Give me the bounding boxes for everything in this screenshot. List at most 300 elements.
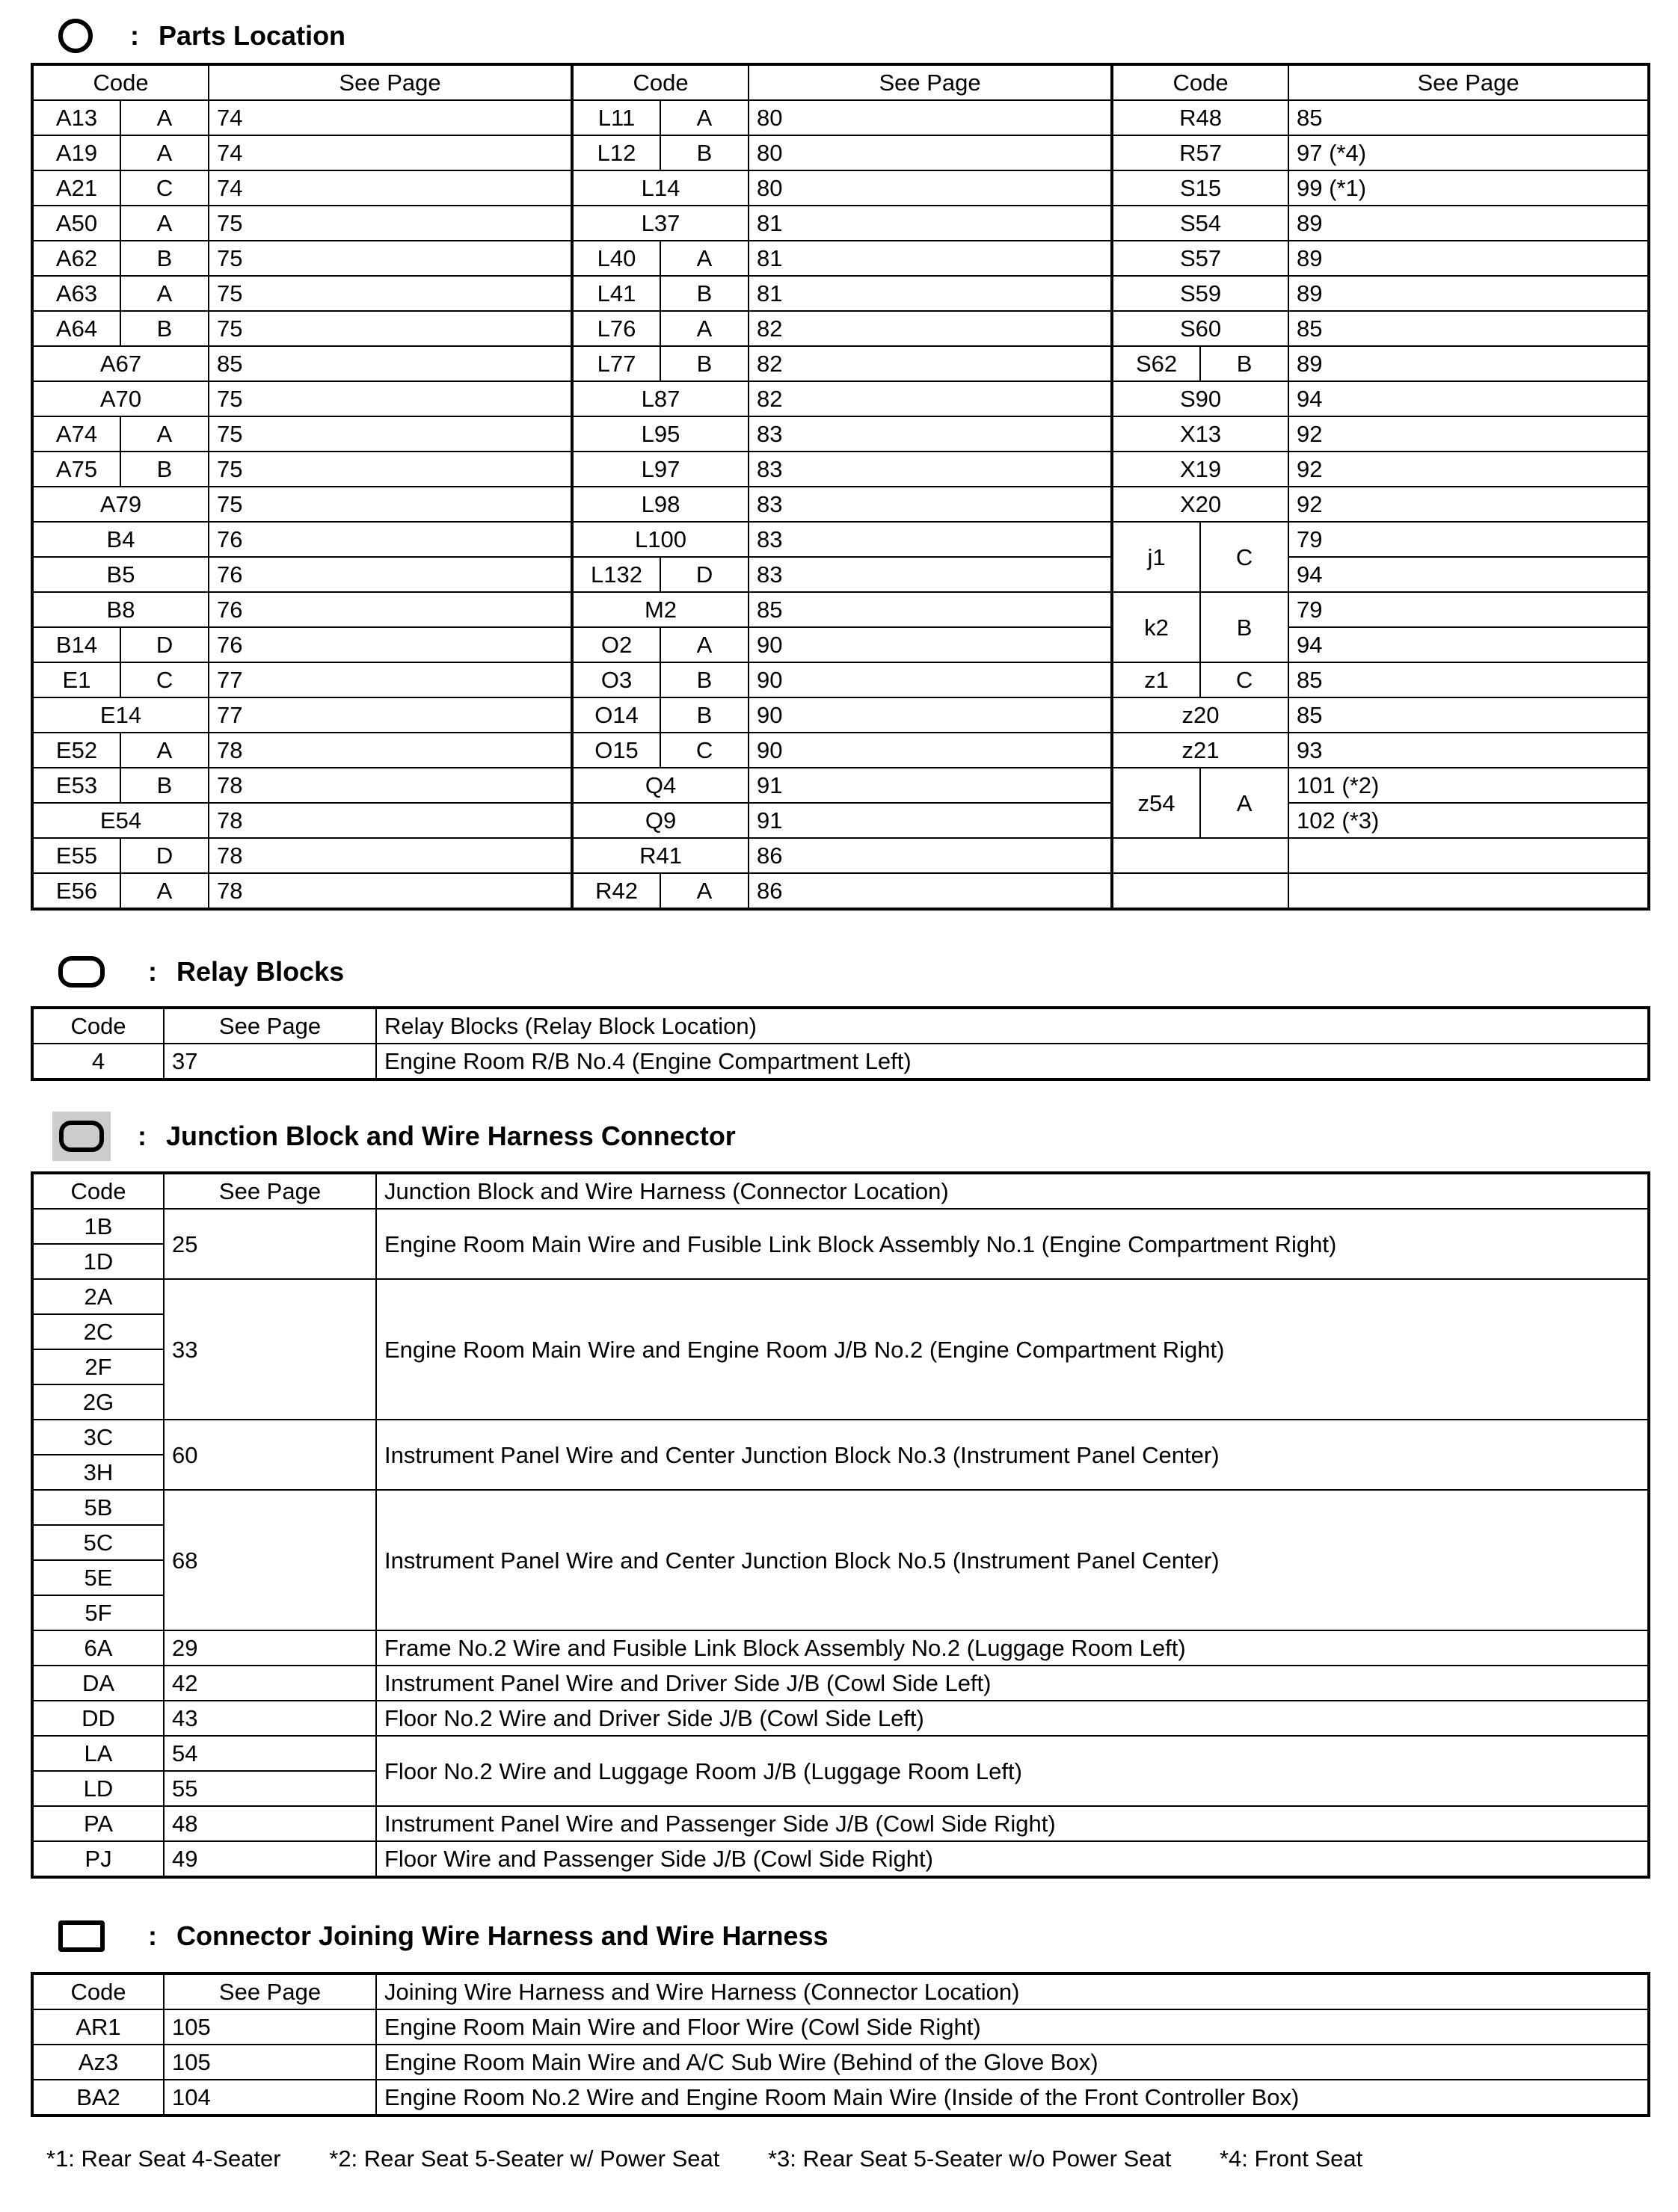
parts-location-table [31, 63, 1650, 911]
cell-page: 85 [1288, 662, 1649, 697]
cell-page: 97 (*4) [1288, 135, 1649, 170]
cell-code: j1 [1112, 522, 1200, 592]
cell-page: 85 [1288, 697, 1649, 733]
cell-sub-code: A [120, 276, 209, 311]
cell-description: Floor No.2 Wire and Luggage Room J/B (Luggage Room Left) [376, 1736, 1649, 1806]
cell-page: 90 [749, 662, 1112, 697]
table-row [32, 522, 1649, 557]
table-row [32, 2009, 1649, 2045]
cell-code: PJ [32, 1841, 164, 1877]
cell-page: 81 [749, 206, 1112, 241]
cell-page: 91 [749, 803, 1112, 838]
cell-page: 104 [164, 2080, 376, 2116]
cell-code: X20 [1112, 487, 1288, 522]
cell-code: A75 [32, 452, 120, 487]
cell-code: A79 [32, 487, 209, 522]
cell-code: z20 [1112, 697, 1288, 733]
table-row [32, 1666, 1649, 1701]
table-header-row [32, 1974, 1649, 2009]
cell-code: L132 [572, 557, 660, 592]
cell-sub-code: D [120, 627, 209, 662]
cell-sub-code: C [120, 662, 209, 697]
footnote: *2: Rear Seat 5-Seater w/ Power Seat [329, 2145, 720, 2172]
cell-page: 89 [1288, 276, 1649, 311]
cell-code: L37 [572, 206, 749, 241]
header-see-page: See Page [164, 1974, 376, 2009]
cell-page: 89 [1288, 346, 1649, 381]
cell-code: L11 [572, 100, 660, 135]
cell-page: 91 [749, 768, 1112, 803]
table-row [32, 873, 1649, 909]
cell-sub-code: B [120, 452, 209, 487]
cell-page: 75 [209, 487, 572, 522]
cell-code: PA [32, 1806, 164, 1841]
cell-code: LD [32, 1771, 164, 1806]
table-row [32, 1841, 1649, 1877]
cell-code: S57 [1112, 241, 1288, 276]
relay-blocks-table [31, 1006, 1650, 1081]
cell-code: L76 [572, 311, 660, 346]
section-title: Junction Block and Wire Harness Connector [166, 1121, 736, 1151]
cell-page: 89 [1288, 241, 1649, 276]
table-row [32, 592, 1649, 627]
cell-page: 48 [164, 1806, 376, 1841]
cell-code: M2 [572, 592, 749, 627]
cell-page: 83 [749, 416, 1112, 452]
cell-sub-code: C [660, 733, 749, 768]
cell-sub-code: A [660, 311, 749, 346]
cell-page: 105 [164, 2045, 376, 2080]
table-row [32, 697, 1649, 733]
cell-code: L100 [572, 522, 749, 557]
cell-code: AR1 [32, 2009, 164, 2045]
table-row [32, 416, 1649, 452]
table-row [32, 1701, 1649, 1736]
cell-page: 78 [209, 803, 572, 838]
footnote: *3: Rear Seat 5-Seater w/o Power Seat [767, 2145, 1172, 2172]
cell-page: 42 [164, 1666, 376, 1701]
cell-code: A62 [32, 241, 120, 276]
cell-code: 2F [32, 1349, 164, 1384]
cell-page: 77 [209, 662, 572, 697]
junction-block-header [58, 1114, 736, 1159]
cell-page: 86 [749, 838, 1112, 873]
cell-empty [1288, 873, 1649, 909]
cell-code: E53 [32, 768, 120, 803]
cell-empty [1112, 873, 1288, 909]
cell-code: L87 [572, 381, 749, 416]
table-row [32, 311, 1649, 346]
table-row [32, 346, 1649, 381]
section-title: Parts Location [159, 20, 346, 51]
table-row [32, 1044, 1649, 1079]
table-header-row [32, 1008, 1649, 1044]
cell-sub-code: B [660, 662, 749, 697]
cell-code: S62 [1112, 346, 1200, 381]
cell-page: 85 [209, 346, 572, 381]
header-see-page: See Page [749, 64, 1112, 100]
header-description: Junction Block and Wire Harness (Connector Location) [376, 1173, 1649, 1209]
cell-sub-code: A [660, 100, 749, 135]
cell-code: B14 [32, 627, 120, 662]
cell-page: 75 [209, 241, 572, 276]
cell-page: 77 [209, 697, 572, 733]
cell-description: Instrument Panel Wire and Center Junction Block No.3 (Instrument Panel Center) [376, 1420, 1649, 1490]
cell-code: S59 [1112, 276, 1288, 311]
cell-page: 79 [1288, 522, 1649, 557]
cell-description: Engine Room Main Wire and A/C Sub Wire (Behind of the Glove Box) [376, 2045, 1649, 2080]
cell-page: 94 [1288, 557, 1649, 592]
cell-description: Instrument Panel Wire and Driver Side J/B (Cowl Side Left) [376, 1666, 1649, 1701]
cell-sub-code: C [1200, 522, 1288, 592]
table-row [32, 241, 1649, 276]
cell-code: Az3 [32, 2045, 164, 2080]
section-title: Connector Joining Wire Harness and Wire Harness [176, 1920, 829, 1951]
cell-code: A19 [32, 135, 120, 170]
cell-sub-code: A [120, 733, 209, 768]
cell-page: 83 [749, 522, 1112, 557]
cell-page: 81 [749, 241, 1112, 276]
cell-code: A70 [32, 381, 209, 416]
cell-code: L77 [572, 346, 660, 381]
cell-code: O3 [572, 662, 660, 697]
cell-page: 93 [1288, 733, 1649, 768]
table-row [32, 557, 1649, 592]
cell-page: 101 (*2) [1288, 768, 1649, 803]
cell-sub-code: A [120, 873, 209, 909]
cell-code: 2G [32, 1384, 164, 1420]
cell-code: z1 [1112, 662, 1200, 697]
cell-sub-code: A [120, 100, 209, 135]
cell-code: E54 [32, 803, 209, 838]
cell-code: O14 [572, 697, 660, 733]
cell-sub-code: A [120, 135, 209, 170]
cell-code: E56 [32, 873, 120, 909]
header-code: Code [1112, 64, 1288, 100]
table-row [32, 838, 1649, 873]
table-row [32, 2080, 1649, 2116]
cell-sub-code: B [660, 135, 749, 170]
cell-description: Engine Room Main Wire and Engine Room J/B No.2 (Engine Compartment Right) [376, 1279, 1649, 1420]
cell-sub-code: B [120, 241, 209, 276]
rect-icon [58, 1920, 105, 1952]
cell-code: E55 [32, 838, 120, 873]
cell-code: E52 [32, 733, 120, 768]
cell-page: 75 [209, 416, 572, 452]
cell-code: O2 [572, 627, 660, 662]
cell-page: 29 [164, 1630, 376, 1666]
table-row [32, 627, 1649, 662]
cell-code: z21 [1112, 733, 1288, 768]
table-row [32, 487, 1649, 522]
table-row [32, 206, 1649, 241]
table-row [32, 803, 1649, 838]
cell-code: BA2 [32, 2080, 164, 2116]
cell-page: 78 [209, 733, 572, 768]
cell-sub-code: C [120, 170, 209, 206]
cell-code: 1B [32, 1209, 164, 1244]
cell-page: 94 [1288, 381, 1649, 416]
cell-code: Q4 [572, 768, 749, 803]
cell-code: R48 [1112, 100, 1288, 135]
cell-code: 6A [32, 1630, 164, 1666]
cell-page: 74 [209, 100, 572, 135]
table-row [32, 768, 1649, 803]
cell-page: 74 [209, 170, 572, 206]
cell-code: 3H [32, 1455, 164, 1490]
cell-page: 55 [164, 1771, 376, 1806]
cell-page: 78 [209, 768, 572, 803]
cell-description: Instrument Panel Wire and Passenger Side J/B (Cowl Side Right) [376, 1806, 1649, 1841]
table-row [32, 170, 1649, 206]
cell-page: 90 [749, 733, 1112, 768]
cell-sub-code: A [1200, 768, 1288, 838]
cell-page: 90 [749, 627, 1112, 662]
cell-code: A63 [32, 276, 120, 311]
table-row [32, 135, 1649, 170]
cell-page: 37 [164, 1044, 376, 1079]
cell-page: 79 [1288, 592, 1649, 627]
cell-page: 75 [209, 206, 572, 241]
cell-page: 82 [749, 311, 1112, 346]
cell-code: 5C [32, 1525, 164, 1560]
section-colon: : [138, 1121, 147, 1151]
cell-sub-code: A [120, 206, 209, 241]
cell-code: L97 [572, 452, 749, 487]
cell-code: R57 [1112, 135, 1288, 170]
cell-code: R42 [572, 873, 660, 909]
header-code: Code [32, 64, 209, 100]
table-row [32, 100, 1649, 135]
cell-page: 83 [749, 452, 1112, 487]
cell-description: Engine Room Main Wire and Fusible Link Block Assembly No.1 (Engine Compartment Right) [376, 1209, 1649, 1279]
rounded-rect-icon [58, 956, 105, 988]
cell-code: O15 [572, 733, 660, 768]
header-see-page: See Page [209, 64, 572, 100]
header-see-page: See Page [164, 1008, 376, 1044]
cell-sub-code: B [660, 697, 749, 733]
table-row [32, 381, 1649, 416]
cell-code: A64 [32, 311, 120, 346]
cell-sub-code: A [120, 416, 209, 452]
cell-code: DA [32, 1666, 164, 1701]
cell-page: 78 [209, 838, 572, 873]
circle-icon [58, 19, 93, 53]
cell-page: 82 [749, 381, 1112, 416]
cell-code: L12 [572, 135, 660, 170]
cell-code: k2 [1112, 592, 1200, 662]
cell-sub-code: B [120, 311, 209, 346]
header-code: Code [32, 1008, 164, 1044]
cell-code: 4 [32, 1044, 164, 1079]
table-row [32, 1209, 1649, 1244]
cell-page: 92 [1288, 487, 1649, 522]
cell-code: B8 [32, 592, 209, 627]
cell-code: 5F [32, 1595, 164, 1630]
cell-description: Engine Room No.2 Wire and Engine Room Main Wire (Inside of the Front Controller Box) [376, 2080, 1649, 2116]
cell-page: 85 [1288, 311, 1649, 346]
footnote: *1: Rear Seat 4-Seater [46, 2145, 281, 2172]
table-header-row [32, 1173, 1649, 1209]
cell-code: A67 [32, 346, 209, 381]
section-title: Relay Blocks [176, 956, 345, 987]
cell-code: S90 [1112, 381, 1288, 416]
cell-page: 60 [164, 1420, 376, 1490]
cell-description: Floor Wire and Passenger Side J/B (Cowl Side Right) [376, 1841, 1649, 1877]
cell-page: 82 [749, 346, 1112, 381]
table-header-row [32, 64, 1649, 100]
cell-sub-code: B [1200, 346, 1288, 381]
cell-page: 99 (*1) [1288, 170, 1649, 206]
cell-page: 83 [749, 557, 1112, 592]
header-description: Joining Wire Harness and Wire Harness (Connector Location) [376, 1974, 1649, 2009]
cell-page: 102 (*3) [1288, 803, 1649, 838]
cell-empty [1288, 838, 1649, 873]
cell-code: X19 [1112, 452, 1288, 487]
cell-page: 76 [209, 522, 572, 557]
cell-code: Q9 [572, 803, 749, 838]
table-row [32, 1279, 1649, 1314]
section-colon: : [148, 956, 157, 987]
table-row [32, 1806, 1649, 1841]
cell-sub-code: A [660, 873, 749, 909]
cell-page: 92 [1288, 452, 1649, 487]
cell-page: 92 [1288, 416, 1649, 452]
cell-code: B5 [32, 557, 209, 592]
cell-sub-code: A [660, 241, 749, 276]
cell-page: 25 [164, 1209, 376, 1279]
cell-code: L95 [572, 416, 749, 452]
cell-code: R41 [572, 838, 749, 873]
relay-blocks-header [58, 949, 344, 994]
cell-page: 75 [209, 276, 572, 311]
header-code: Code [572, 64, 749, 100]
junction-block-table [31, 1171, 1650, 1879]
cell-code: X13 [1112, 416, 1288, 452]
table-row [32, 1736, 1649, 1771]
cell-code: L98 [572, 487, 749, 522]
cell-sub-code: B [120, 768, 209, 803]
cell-code: E14 [32, 697, 209, 733]
cell-page: 74 [209, 135, 572, 170]
table-row [32, 1630, 1649, 1666]
section-colon: : [148, 1920, 157, 1951]
cell-code: DD [32, 1701, 164, 1736]
cell-code: 2A [32, 1279, 164, 1314]
cell-page: 33 [164, 1279, 376, 1420]
cell-page: 75 [209, 381, 572, 416]
cell-page: 85 [749, 592, 1112, 627]
footnote: *4: Front Seat [1219, 2145, 1363, 2172]
cell-description: Instrument Panel Wire and Center Junction Block No.5 (Instrument Panel Center) [376, 1490, 1649, 1630]
cell-page: 80 [749, 100, 1112, 135]
cell-sub-code: B [660, 276, 749, 311]
cell-page: 76 [209, 627, 572, 662]
cell-page: 78 [209, 873, 572, 909]
section-colon: : [130, 20, 139, 51]
cell-page: 80 [749, 135, 1112, 170]
cell-code: A74 [32, 416, 120, 452]
cell-page: 83 [749, 487, 1112, 522]
cell-page: 86 [749, 873, 1112, 909]
cell-page: 54 [164, 1736, 376, 1771]
cell-page: 43 [164, 1701, 376, 1736]
parts-location-header [58, 13, 345, 58]
cell-code: S15 [1112, 170, 1288, 206]
connector-joining-table [31, 1972, 1650, 2117]
cell-sub-code: D [120, 838, 209, 873]
cell-page: 90 [749, 697, 1112, 733]
table-row [32, 2045, 1649, 2080]
cell-code: 5E [32, 1560, 164, 1595]
connector-joining-header [58, 1914, 829, 1959]
header-see-page: See Page [1288, 64, 1649, 100]
cell-page: 49 [164, 1841, 376, 1877]
cell-sub-code: C [1200, 662, 1288, 697]
cell-code: 2C [32, 1314, 164, 1349]
cell-description: Frame No.2 Wire and Fusible Link Block Assembly No.2 (Luggage Room Left) [376, 1630, 1649, 1666]
cell-page: 76 [209, 592, 572, 627]
header-description: Relay Blocks (Relay Block Location) [376, 1008, 1649, 1044]
header-code: Code [32, 1974, 164, 2009]
cell-code: E1 [32, 662, 120, 697]
cell-code: L40 [572, 241, 660, 276]
cell-empty [1112, 838, 1288, 873]
shaded-rounded-rect-icon [52, 1112, 111, 1161]
cell-code: S54 [1112, 206, 1288, 241]
cell-code: 1D [32, 1244, 164, 1279]
cell-page: 94 [1288, 627, 1649, 662]
cell-page: 75 [209, 452, 572, 487]
cell-code: S60 [1112, 311, 1288, 346]
cell-page: 105 [164, 2009, 376, 2045]
table-row [32, 1490, 1649, 1525]
cell-code: LA [32, 1736, 164, 1771]
cell-sub-code: B [660, 346, 749, 381]
cell-code: L41 [572, 276, 660, 311]
table-row [32, 452, 1649, 487]
table-row [32, 1420, 1649, 1455]
cell-page: 68 [164, 1490, 376, 1630]
cell-description: Engine Room Main Wire and Floor Wire (Cowl Side Right) [376, 2009, 1649, 2045]
cell-page: 80 [749, 170, 1112, 206]
cell-code: 5B [32, 1490, 164, 1525]
cell-page: 85 [1288, 100, 1649, 135]
cell-description: Floor No.2 Wire and Driver Side J/B (Cowl Side Left) [376, 1701, 1649, 1736]
header-see-page: See Page [164, 1173, 376, 1209]
table-row [32, 276, 1649, 311]
cell-page: 89 [1288, 206, 1649, 241]
cell-page: 75 [209, 311, 572, 346]
cell-code: L14 [572, 170, 749, 206]
footnotes [46, 2145, 1404, 2172]
table-row [32, 662, 1649, 697]
cell-code: A13 [32, 100, 120, 135]
cell-sub-code: D [660, 557, 749, 592]
cell-code: A50 [32, 206, 120, 241]
table-row [32, 733, 1649, 768]
cell-sub-code: A [660, 627, 749, 662]
cell-sub-code: B [1200, 592, 1288, 662]
cell-description: Engine Room R/B No.4 (Engine Compartment Left) [376, 1044, 1649, 1079]
cell-code: 3C [32, 1420, 164, 1455]
cell-code: A21 [32, 170, 120, 206]
cell-page: 76 [209, 557, 572, 592]
header-code: Code [32, 1173, 164, 1209]
cell-page: 81 [749, 276, 1112, 311]
cell-code: z54 [1112, 768, 1200, 838]
cell-code: B4 [32, 522, 209, 557]
